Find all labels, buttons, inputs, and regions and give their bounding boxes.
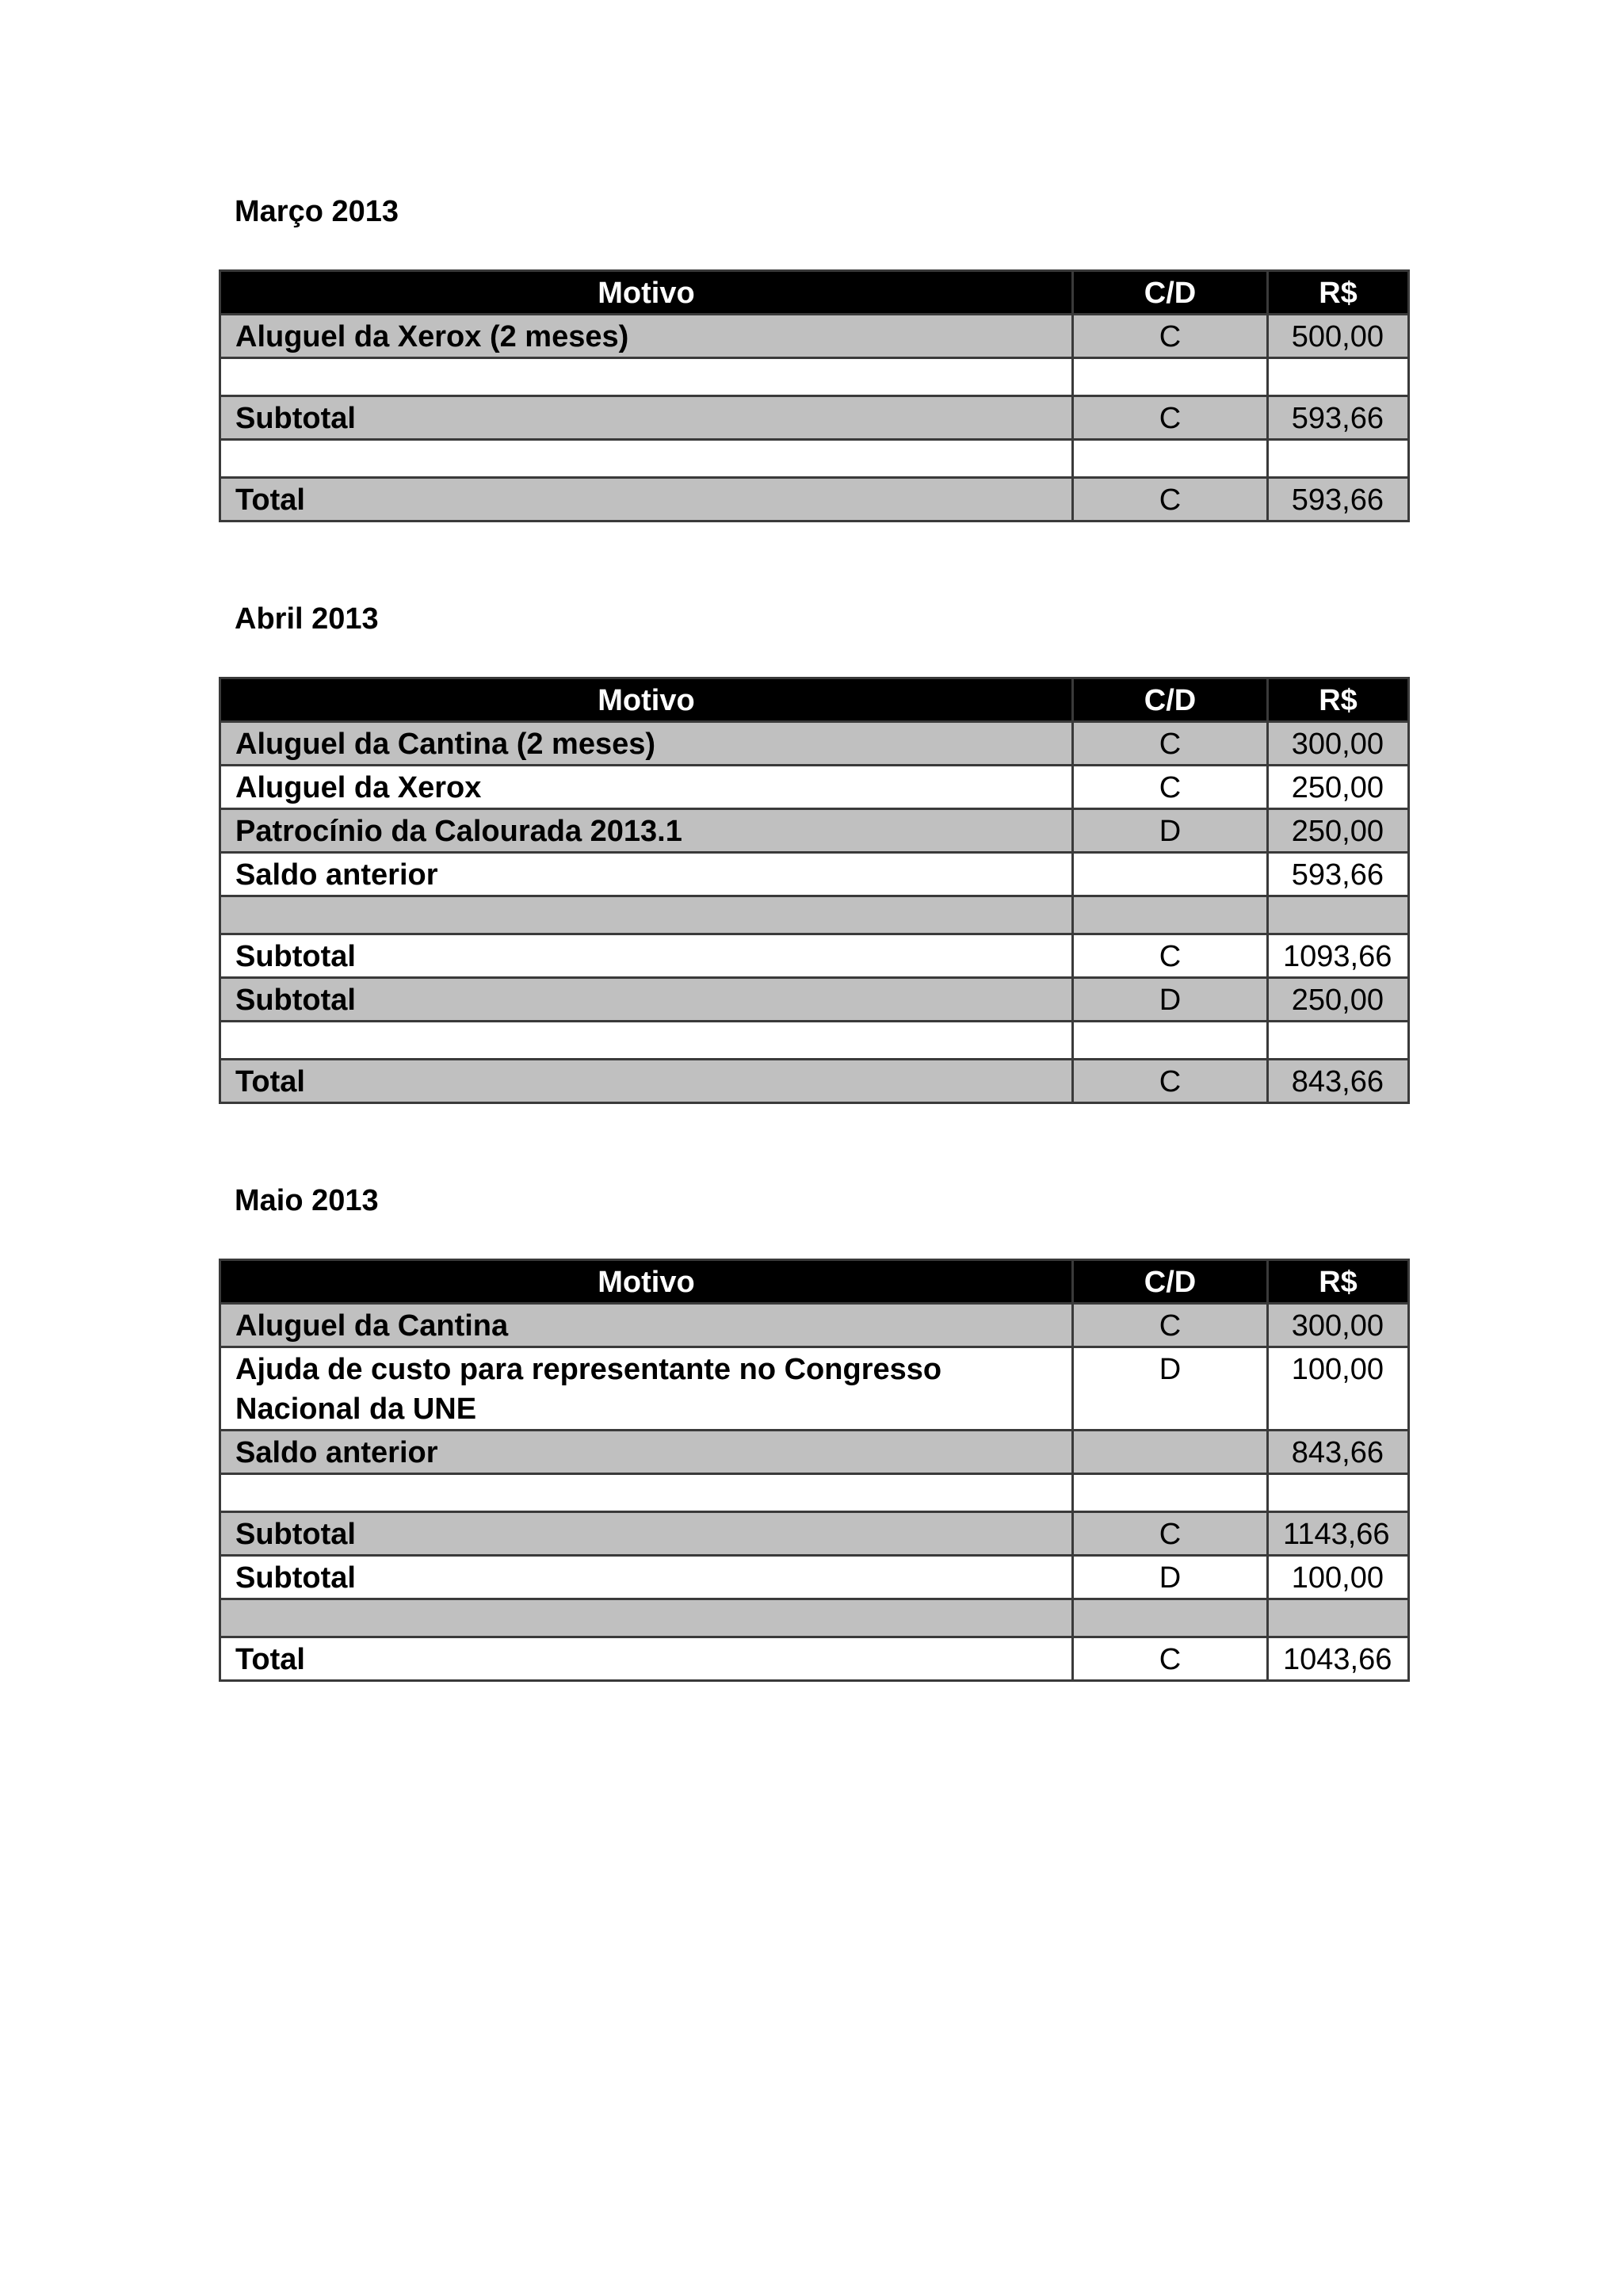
valor-cell [1268, 440, 1409, 478]
cd-cell [1073, 358, 1268, 396]
header-row [220, 1260, 1409, 1304]
valor-cell: 100,00 [1268, 1347, 1409, 1431]
cd-cell: D [1073, 1347, 1268, 1431]
header-valor: R$ [1268, 271, 1409, 315]
table-row [220, 1304, 1409, 1347]
motivo-cell: Subtotal [220, 1556, 1073, 1599]
cd-cell [1073, 1022, 1268, 1060]
header-row [220, 271, 1409, 315]
cd-cell: C [1073, 1637, 1268, 1681]
header-motivo: Motivo [220, 1260, 1073, 1304]
cd-cell: C [1073, 315, 1268, 358]
valor-cell: 843,66 [1268, 1060, 1409, 1103]
motivo-cell [220, 358, 1073, 396]
table-row [220, 853, 1409, 896]
header-motivo: Motivo [220, 678, 1073, 722]
table-row [220, 809, 1409, 853]
motivo-cell: Aluguel da Cantina (2 meses) [220, 722, 1073, 766]
cd-cell: D [1073, 1556, 1268, 1599]
motivo-cell: Saldo anterior [220, 1431, 1073, 1474]
ledger-table [219, 1259, 1410, 1682]
valor-cell: 250,00 [1268, 809, 1409, 853]
motivo-cell: Total [220, 1060, 1073, 1103]
table-row [220, 934, 1409, 978]
table-row [220, 478, 1409, 521]
valor-cell: 1143,66 [1268, 1512, 1409, 1556]
header-valor: R$ [1268, 1260, 1409, 1304]
valor-cell: 100,00 [1268, 1556, 1409, 1599]
cd-cell: C [1073, 766, 1268, 809]
cd-cell [1073, 1431, 1268, 1474]
table-row [220, 896, 1409, 934]
table-row [220, 1637, 1409, 1681]
cd-cell [1073, 1599, 1268, 1637]
cd-cell: D [1073, 978, 1268, 1022]
cd-cell: C [1073, 1060, 1268, 1103]
valor-cell: 300,00 [1268, 722, 1409, 766]
header-valor: R$ [1268, 678, 1409, 722]
motivo-cell: Aluguel da Xerox [220, 766, 1073, 809]
motivo-cell [220, 896, 1073, 934]
motivo-cell: Subtotal [220, 1512, 1073, 1556]
cd-cell: C [1073, 478, 1268, 521]
table-row [220, 315, 1409, 358]
table-row [220, 1060, 1409, 1103]
header-row [220, 678, 1409, 722]
section-title: Abril 2013 [235, 602, 379, 636]
motivo-cell: Ajuda de custo para representante no Congresso Nacional da UNE [220, 1347, 1073, 1431]
valor-cell [1268, 1474, 1409, 1512]
motivo-cell [220, 1022, 1073, 1060]
header-motivo: Motivo [220, 271, 1073, 315]
table-row [220, 1431, 1409, 1474]
motivo-cell: Total [220, 478, 1073, 521]
valor-cell: 593,66 [1268, 478, 1409, 521]
motivo-cell: Saldo anterior [220, 853, 1073, 896]
table-row [220, 1347, 1409, 1431]
table-row [220, 722, 1409, 766]
cd-cell: C [1073, 934, 1268, 978]
cd-cell [1073, 1474, 1268, 1512]
valor-cell [1268, 896, 1409, 934]
motivo-cell: Patrocínio da Calourada 2013.1 [220, 809, 1073, 853]
table-row [220, 1474, 1409, 1512]
motivo-cell: Subtotal [220, 934, 1073, 978]
cd-cell: C [1073, 722, 1268, 766]
table-row [220, 1599, 1409, 1637]
ledger-table [219, 269, 1410, 522]
motivo-cell [220, 1474, 1073, 1512]
valor-cell: 250,00 [1268, 978, 1409, 1022]
cd-cell [1073, 896, 1268, 934]
table-row [220, 440, 1409, 478]
motivo-cell: Aluguel da Cantina [220, 1304, 1073, 1347]
cd-cell [1073, 440, 1268, 478]
table-row [220, 396, 1409, 440]
valor-cell: 843,66 [1268, 1431, 1409, 1474]
header-cd: C/D [1073, 271, 1268, 315]
cd-cell [1073, 853, 1268, 896]
valor-cell: 250,00 [1268, 766, 1409, 809]
valor-cell [1268, 358, 1409, 396]
table-row [220, 358, 1409, 396]
motivo-cell: Aluguel da Xerox (2 meses) [220, 315, 1073, 358]
valor-cell [1268, 1599, 1409, 1637]
section-title: Março 2013 [235, 195, 399, 228]
table-row [220, 1512, 1409, 1556]
motivo-cell: Total [220, 1637, 1073, 1681]
table-row [220, 978, 1409, 1022]
cd-cell: D [1073, 809, 1268, 853]
valor-cell: 593,66 [1268, 396, 1409, 440]
valor-cell: 1093,66 [1268, 934, 1409, 978]
table-row [220, 766, 1409, 809]
motivo-cell [220, 440, 1073, 478]
table-row [220, 1556, 1409, 1599]
ledger-table [219, 677, 1410, 1104]
valor-cell: 1043,66 [1268, 1637, 1409, 1681]
cd-cell: C [1073, 396, 1268, 440]
section-title: Maio 2013 [235, 1184, 379, 1217]
motivo-cell: Subtotal [220, 978, 1073, 1022]
valor-cell: 300,00 [1268, 1304, 1409, 1347]
header-cd: C/D [1073, 678, 1268, 722]
cd-cell: C [1073, 1304, 1268, 1347]
cd-cell: C [1073, 1512, 1268, 1556]
header-cd: C/D [1073, 1260, 1268, 1304]
motivo-cell: Subtotal [220, 396, 1073, 440]
table-row [220, 1022, 1409, 1060]
motivo-cell [220, 1599, 1073, 1637]
valor-cell: 593,66 [1268, 853, 1409, 896]
valor-cell: 500,00 [1268, 315, 1409, 358]
valor-cell [1268, 1022, 1409, 1060]
